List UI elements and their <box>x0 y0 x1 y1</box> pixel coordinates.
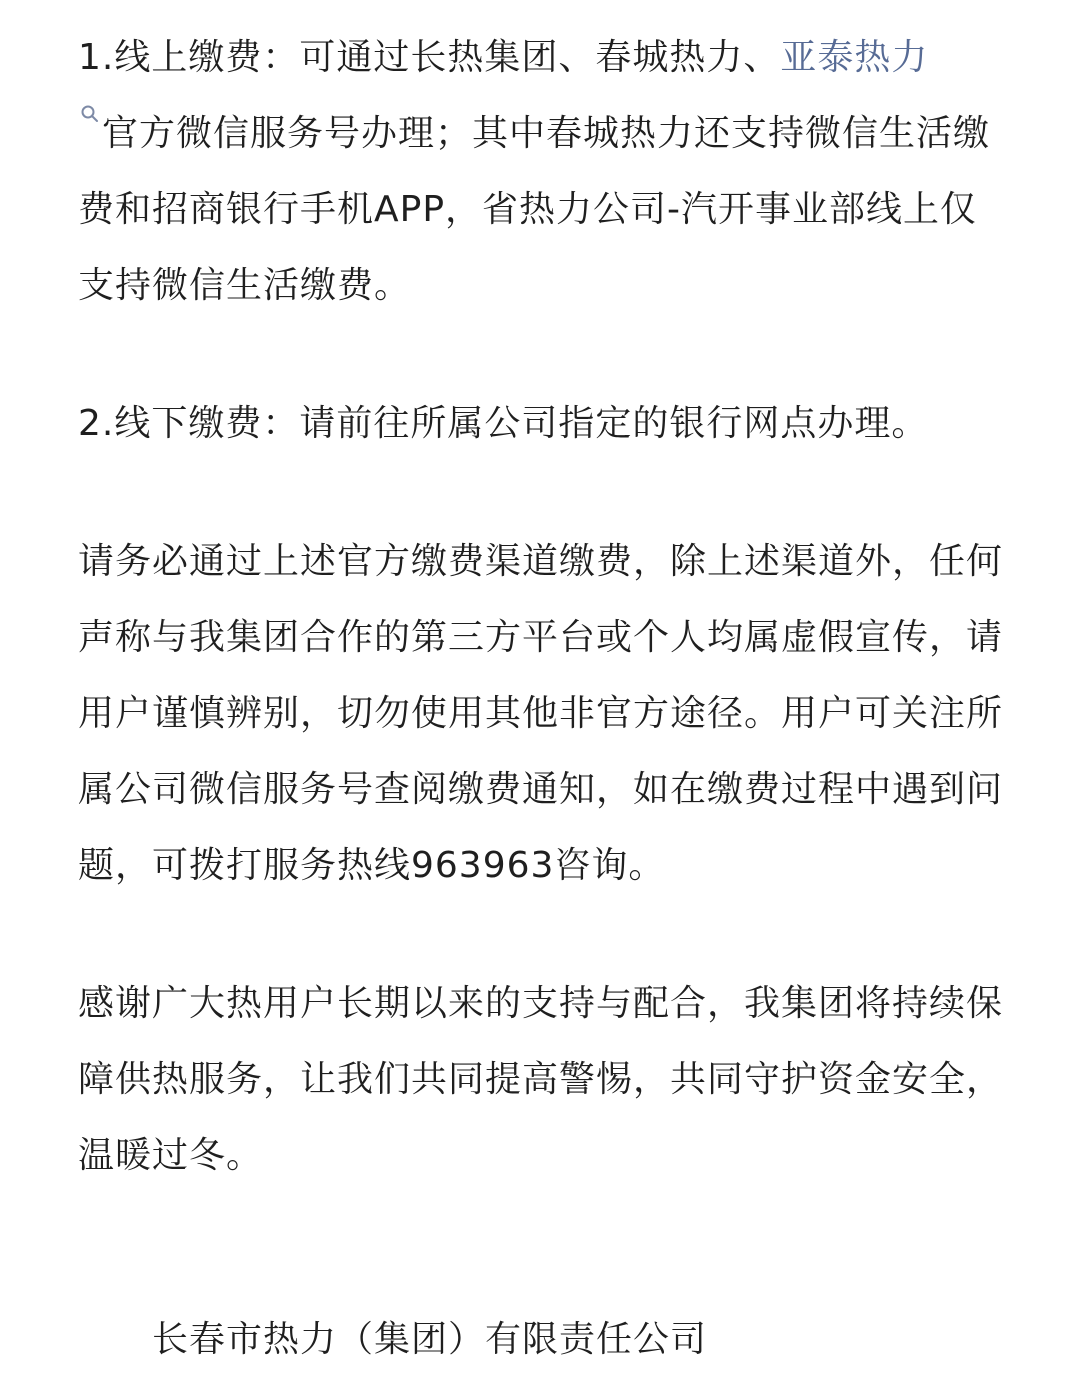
search-icon[interactable] <box>78 96 102 136</box>
paragraph-thanks: 感谢广大热用户长期以来的支持与配合，我集团将持续保障供热服务，让我们共同提高警惕，共同守护资金安全，温暖过冬。 <box>78 983 1004 1176</box>
online-payment-lead: 1.线上缴费：可通过长热集团、春城热力、 <box>78 37 781 78</box>
yatai-heating-link[interactable]: 亚泰热力 <box>780 37 929 78</box>
company-signature: 长春市热力（集团）有限责任公司 <box>152 1319 708 1360</box>
paragraph-gap <box>78 462 1008 524</box>
article-body <box>78 20 1008 1194</box>
paragraph-gap <box>78 324 1008 386</box>
online-payment-rest: 官方微信服务号办理；其中春城热力还支持微信生活缴费和招商银行手机APP，省热力公司-汽开事业部线上仅支持微信生活缴费。 <box>78 113 991 306</box>
paragraph-gap <box>78 904 1008 966</box>
paragraph-online-payment <box>78 20 1008 324</box>
paragraph-offline-payment: 2.线下缴费：请前往所属公司指定的银行网点办理。 <box>78 403 929 444</box>
paragraph-warning: 请务必通过上述官方缴费渠道缴费，除上述渠道外，任何声称与我集团合作的第三方平台或个人均属虚假宣传，请用户谨慎辨别，切勿使用其他非官方途径。用户可关注所属公司微信服务号查阅缴费通知，如在缴费过程中遇到问题，可拨打服务热线963963咨询。 <box>78 541 1004 886</box>
